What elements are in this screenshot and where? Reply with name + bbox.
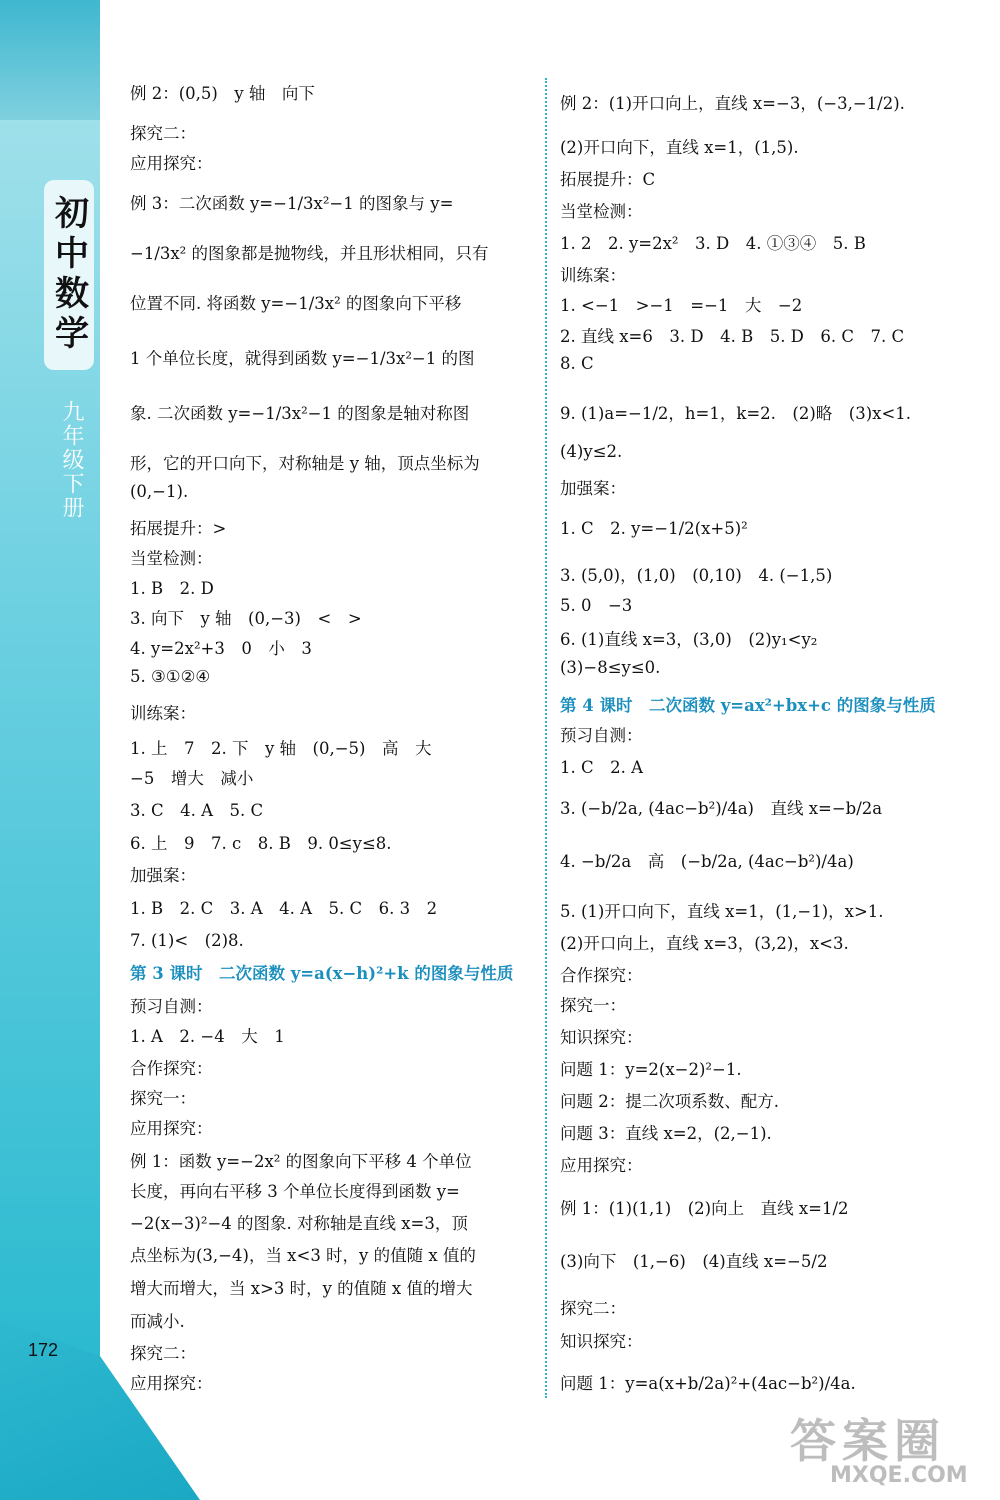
answer-line: 例 1：函数 y=−2x² 的图象向下平移 4 个单位: [130, 1152, 472, 1171]
answer-line: 问题 1：y=2(x−2)²−1.: [560, 1060, 742, 1079]
answer-line: 1. 上 7 2. 下 y 轴 (0,−5) 高 大: [130, 739, 432, 758]
answer-line: 加强案：: [560, 479, 626, 498]
answer-line: 应用探究：: [560, 1156, 643, 1175]
answer-line: 1. B 2. C 3. A 4. A 5. C 6. 3 2: [130, 899, 438, 918]
answer-line: 应用探究：: [130, 154, 213, 173]
answer-line: 1. <−1 >−1 =−1 大 −2: [560, 296, 803, 315]
answer-line: (3)−8≤y≤0.: [560, 658, 661, 677]
grade-label: 九年级下册: [59, 400, 84, 520]
answer-line: 例 2：(1)开口向上，直线 x=−3，(−3,−1/2).: [560, 94, 905, 113]
lesson-heading: 第 3 课时 二次函数 y=a(x−h)²+k 的图象与性质: [130, 964, 514, 983]
answer-line: −2(x−3)²−4 的图象. 对称轴是直线 x=3，顶: [130, 1214, 468, 1233]
answer-line: 训练案：: [560, 266, 626, 285]
answer-line: 拓展提升：C: [560, 170, 656, 189]
answer-line: 5. (1)开口向下，直线 x=1，(1,−1)，x>1.: [560, 902, 884, 921]
answer-line: 合作探究：: [560, 966, 643, 985]
answer-line: 当堂检测：: [130, 549, 213, 568]
answer-line: 8. C: [560, 354, 594, 373]
answer-line: 6. (1)直线 x=3，(3,0) (2)y₁<y₂: [560, 630, 818, 649]
watermark-logo: 答案圈: [790, 1414, 946, 1468]
answer-line: 象. 二次函数 y=−1/3x²−1 的图象是轴对称图: [130, 404, 470, 423]
answer-line: 当堂检测：: [560, 202, 643, 221]
answer-line: 1. A 2. −4 大 1: [130, 1027, 285, 1046]
answer-line: 拓展提升：>: [130, 519, 227, 538]
answer-line: 形，它的开口向下，对称轴是 y 轴，顶点坐标为: [130, 454, 480, 473]
answer-line: −1/3x² 的图象都是抛物线，并且形状相同，只有: [130, 244, 489, 263]
answer-line: 6. 上 9 7. c 8. B 9. 0≤y≤8.: [130, 834, 392, 853]
answer-line: 1. C 2. y=−1/2(x+5)²: [560, 519, 748, 538]
answer-line: (0,−1).: [130, 482, 189, 501]
answer-line: 点坐标为(3,−4)，当 x<3 时，y 的值随 x 值的: [130, 1246, 476, 1265]
answer-line: 9. (1)a=−1/2，h=1，k=2. (2)略 (3)x<1.: [560, 404, 912, 423]
sidebar-band: [0, 0, 100, 1500]
answer-line: 加强案：: [130, 866, 196, 885]
answer-line: 探究一：: [130, 1089, 196, 1108]
answer-line: 7. (1)< (2)8.: [130, 931, 244, 950]
answer-line: 增大而增大，当 x>3 时，y 的值随 x 值的增大: [130, 1279, 473, 1298]
answer-line: 探究二：: [560, 1299, 626, 1318]
answer-line: 4. −b/2a 高 (−b/2a, (4ac−b²)/4a): [560, 852, 854, 871]
answer-line: 探究二：: [130, 1344, 196, 1363]
answer-line: 预习自测：: [560, 726, 643, 745]
lesson-heading: 第 4 课时 二次函数 y=ax²+bx+c 的图象与性质: [560, 696, 936, 715]
answer-line: 探究一：: [560, 996, 626, 1015]
answer-line: 1. B 2. D: [130, 579, 214, 598]
answer-line: 1. 2 2. y=2x² 3. D 4. ①③④ 5. B: [560, 234, 866, 253]
answer-line: 问题 1：y=a(x+b/2a)²+(4ac−b²)/4a.: [560, 1374, 856, 1393]
answer-line: 应用探究：: [130, 1119, 213, 1138]
answer-line: 2. 直线 x=6 3. D 4. B 5. D 6. C 7. C: [560, 327, 905, 346]
answer-line: 例 3：二次函数 y=−1/3x²−1 的图象与 y=: [130, 194, 454, 213]
answer-line: 4. y=2x²+3 0 小 3: [130, 639, 312, 658]
answer-line: 问题 2：提二次项系数、配方.: [560, 1092, 779, 1111]
book-title: 初中数学: [44, 180, 94, 370]
answer-line: 知识探究：: [560, 1028, 643, 1047]
answer-line: 探究二：: [130, 124, 196, 143]
answer-line: 而减小.: [130, 1312, 185, 1331]
answer-line: (2)开口向下，直线 x=1，(1,5).: [560, 138, 799, 157]
answer-line: 5. ③①②④: [130, 667, 211, 686]
answer-line: 1 个单位长度，就得到函数 y=−1/3x²−1 的图: [130, 349, 475, 368]
answer-line: 位置不同. 将函数 y=−1/3x² 的图象向下平移: [130, 294, 462, 313]
answer-line: 问题 3：直线 x=2，(2,−1).: [560, 1124, 772, 1143]
answer-line: 例 1：(1)(1,1) (2)向上 直线 x=1/2: [560, 1199, 849, 1218]
answer-line: 例 2：(0,5) y 轴 向下: [130, 84, 315, 103]
answer-line: 3. (5,0)，(1,0) (0,10) 4. (−1,5): [560, 566, 833, 585]
answer-line: (2)开口向上，直线 x=3，(3,2)，x<3.: [560, 934, 849, 953]
page-number: 172: [28, 1340, 59, 1360]
answer-line: 1. C 2. A: [560, 758, 644, 777]
answer-line: 5. 0 −3: [560, 596, 633, 615]
answer-line: 训练案：: [130, 704, 196, 723]
watermark-url: MXQE.COM: [830, 1463, 968, 1488]
sidebar-top-band: [0, 0, 100, 120]
answer-line: 3. C 4. A 5. C: [130, 801, 264, 820]
answer-line: 合作探究：: [130, 1059, 213, 1078]
answer-line: 预习自测：: [130, 997, 213, 1016]
answer-line: (3)向下 (1,−6) (4)直线 x=−5/2: [560, 1252, 828, 1271]
answer-line: 3. (−b/2a, (4ac−b²)/4a) 直线 x=−b/2a: [560, 799, 883, 818]
answer-line: −5 增大 减小: [130, 769, 254, 788]
answer-line: 3. 向下 y 轴 (0,−3) < >: [130, 609, 362, 628]
column-divider: [545, 78, 547, 1398]
answer-line: 应用探究：: [130, 1374, 213, 1393]
watermark: [790, 1405, 990, 1495]
answer-line: 知识探究：: [560, 1332, 643, 1351]
answer-line: (4)y≤2.: [560, 442, 623, 461]
answer-line: 长度，再向右平移 3 个单位长度得到函数 y=: [130, 1182, 460, 1201]
